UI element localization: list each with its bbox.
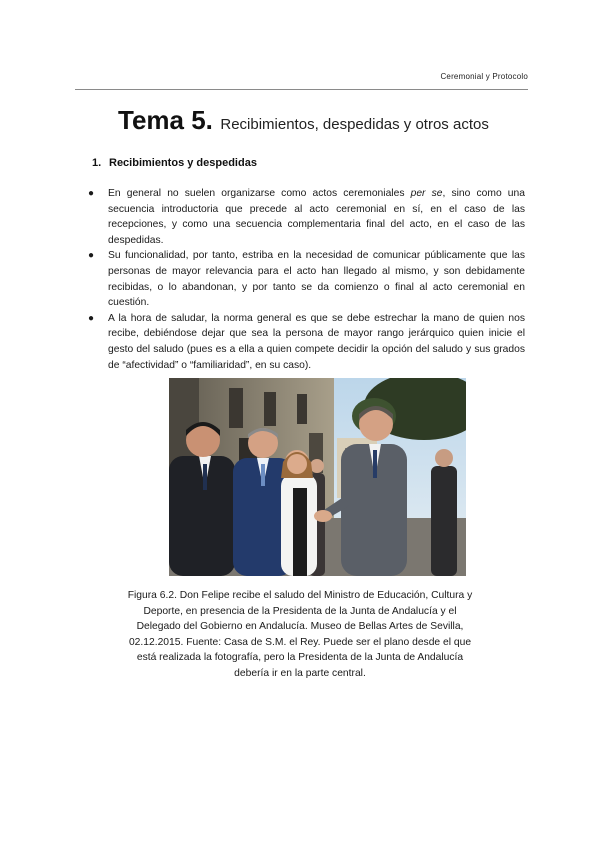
bullet-text: A la hora de saludar, la norma general es que se debe estrechar la mano de quien nos recibe, debiéndose dejar que sea la persona de mayor rango jerárquico quien inicie el gesto del saludo (pues es a ella a quien compete decidir la opción del saludo y sus grados de “afectividad” o “familiaridad”, en su caso). xyxy=(108,312,525,371)
chapter-subtitle: Recibimientos, despedidas y otros actos xyxy=(220,116,489,133)
bullet-text-after: , sino como una secuencia introductoria que precede al acto ceremonial en sí, en el caso de las recepciones, y como una secuencia complementaria final del acto, en el caso de las despedidas. xyxy=(108,188,525,246)
bullet-text-before: En general no suelen organizarse como actos ceremoniales xyxy=(108,188,411,199)
section-heading xyxy=(92,157,257,169)
figure-caption: Figura 6.2. Don Felipe recibe el saludo del Ministro de Educación, Cultura y Deporte, en presencia de la Presidenta de la Junta de Andalucía y el Delegado del Gobierno en Andalucía. Museo de Bellas Artes de Sevilla, 02.12.2015. Fuente: Casa de S.M. el Rey. Puede ser el plano desde el que está realizada la fotografía, pero la Presidenta de la Junta de Andalucía debería ir en la parte central. xyxy=(127,590,473,679)
bullet-icon: ● xyxy=(88,188,95,199)
bullet-icon: ● xyxy=(88,250,95,262)
list-item xyxy=(88,186,525,248)
page-header: Ceremonial y Protocolo xyxy=(440,72,528,81)
section-title: Recibimientos y despedidas xyxy=(109,157,257,169)
handshake-photo-illustration xyxy=(169,378,466,576)
header-rule xyxy=(75,89,528,90)
section-number: 1. xyxy=(92,157,102,169)
list-item xyxy=(88,248,525,310)
chapter-title: Tema 5. xyxy=(118,105,213,135)
bullet-icon: ● xyxy=(88,312,95,324)
title-row xyxy=(118,105,489,136)
bullet-list xyxy=(88,186,525,373)
bullet-text-italic: per se xyxy=(410,188,443,199)
figure-photo xyxy=(169,378,466,576)
bullet-text: Su funcionalidad, por tanto, estriba en la necesidad de comunicar públicamente que las personas de mayor relevancia para el acto han llegado al mismo, y son debidamente recibidas, o lo abandonan, y por tanto se da comienzo o final al acto ceremonial en cuestión. xyxy=(108,250,525,309)
list-item xyxy=(88,311,525,373)
